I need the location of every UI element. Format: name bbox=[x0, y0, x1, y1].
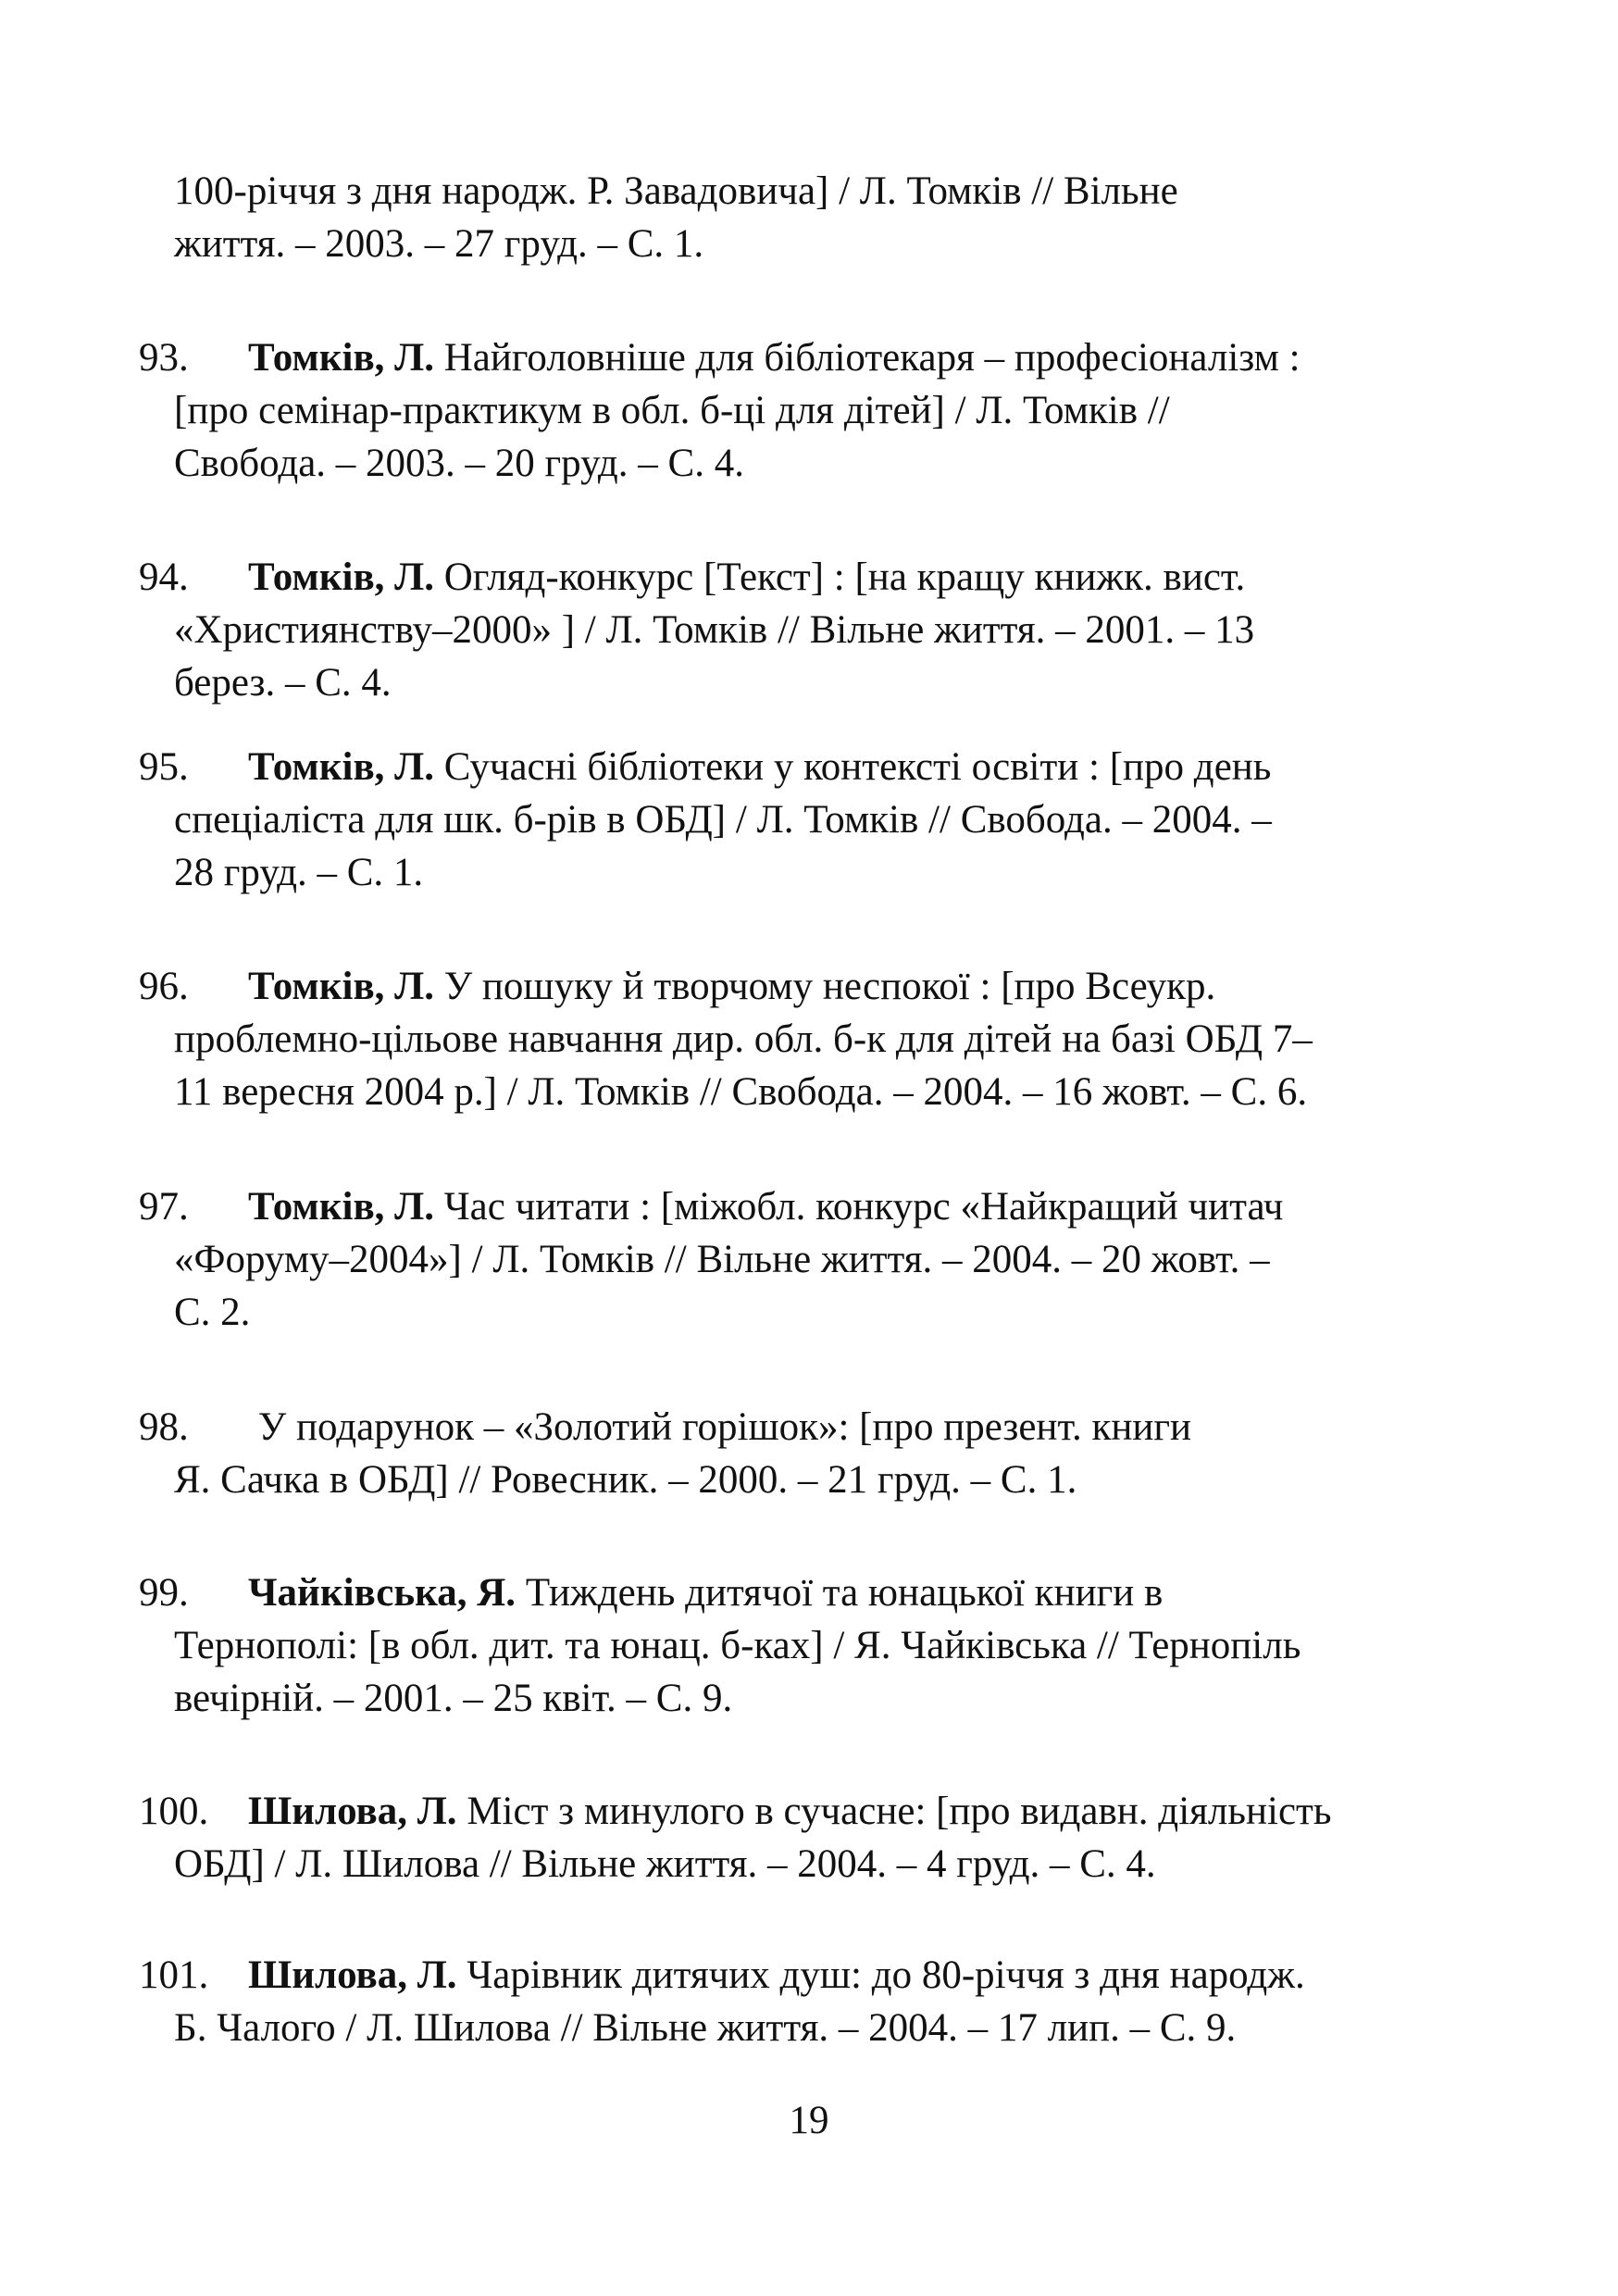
entry-author: Шилова, Л. bbox=[248, 1953, 457, 1997]
entry-author: Чайківська, Я. bbox=[248, 1571, 517, 1615]
entry-first-line bbox=[139, 960, 1518, 1013]
entry-title: Міст з минулого в сучасне: [про видавн. діяльність bbox=[456, 1790, 1332, 1833]
entry-number: 95. bbox=[139, 745, 189, 789]
entry-line: Свобода. – 2003. – 20 груд. – С. 4. bbox=[174, 442, 744, 485]
entry-author: Шилова, Л. bbox=[248, 1790, 457, 1833]
bibliography-entry-99 bbox=[139, 1566, 1518, 1725]
entry-author: Томків, Л. bbox=[248, 336, 434, 380]
bibliography-entry-96 bbox=[139, 960, 1518, 1118]
entry-first-line bbox=[139, 551, 1518, 604]
entry-number: 100. bbox=[139, 1790, 209, 1833]
entry-title: Огляд-конкурс [Текст] : [на кращу книжк. вист. bbox=[433, 555, 1246, 599]
bibliography-entry-93 bbox=[139, 331, 1518, 490]
entry-line: ОБД] / Л. Шилова // Вільне життя. – 2004. – 4 груд. – С. 4. bbox=[174, 1842, 1156, 1886]
entry-first-line bbox=[139, 741, 1518, 793]
entry-line: Тернополі: [в обл. дит. та юнац. б-ках] / Я. Чайківська // Тернопіль bbox=[174, 1624, 1301, 1667]
entry-line: 28 груд. – С. 1. bbox=[174, 851, 424, 894]
entry-title: У пошуку й творчому неспокої : [про Всеукр. bbox=[433, 965, 1216, 1008]
entry-first-line bbox=[139, 1566, 1518, 1619]
entry-author: Томків, Л. bbox=[248, 1185, 434, 1229]
bibliography-entry-98 bbox=[139, 1401, 1518, 1506]
page-number: 19 bbox=[789, 2099, 829, 2142]
entry-title: Сучасні бібліотеки у контексті освіти : [про день bbox=[433, 745, 1272, 789]
entry-line: спеціаліста для шк. б-рів в ОБД] / Л. Томків // Свобода. – 2004. – bbox=[174, 798, 1272, 842]
entry-first-line bbox=[139, 1949, 1518, 2002]
entry-author: Томків, Л. bbox=[248, 745, 434, 789]
entry-number: 96. bbox=[139, 965, 189, 1008]
entry-author: Томків, Л. bbox=[248, 965, 434, 1008]
entry-line: життя. – 2003. – 27 груд. – С. 1. bbox=[174, 222, 704, 266]
entry-number: 101. bbox=[139, 1953, 209, 1997]
entry-author: Томків, Л. bbox=[248, 555, 434, 599]
bibliography-entry-101 bbox=[139, 1949, 1518, 2054]
entry-first-line bbox=[139, 1785, 1518, 1838]
entry-title: Тиждень дитячої та юнацької книги в bbox=[516, 1571, 1164, 1615]
bibliography-entry-100 bbox=[139, 1785, 1518, 1890]
entry-line: Я. Сачка в ОБД] // Ровесник. – 2000. – 21 груд. – С. 1. bbox=[174, 1458, 1077, 1502]
entry-number: 99. bbox=[139, 1571, 189, 1615]
entry-line: С. 2. bbox=[174, 1291, 251, 1334]
entry-number: 93. bbox=[139, 336, 189, 380]
entry-first-line bbox=[139, 1180, 1518, 1233]
entry-title: Найголовніше для бібліотекаря – професіоналізм : bbox=[433, 336, 1301, 380]
entry-line: «Християнству–2000» ] / Л. Томків // Вільне життя. – 2001. – 13 bbox=[174, 608, 1255, 652]
entry-number: 98. bbox=[139, 1405, 189, 1449]
entry-line: проблемно-цільове навчання дир. обл. б-к для дітей на базі ОБД 7– bbox=[174, 1017, 1313, 1061]
bibliography-entry-97 bbox=[139, 1180, 1518, 1339]
bibliography-entry-95 bbox=[139, 741, 1518, 899]
entry-number: 94. bbox=[139, 555, 189, 599]
entry-title: Час читати : [міжобл. конкурс «Найкращий читач bbox=[433, 1185, 1284, 1229]
entry-first-line bbox=[139, 331, 1518, 384]
entry-line: вечірній. – 2001. – 25 квіт. – С. 9. bbox=[174, 1677, 733, 1720]
entry-line: «Форуму–2004»] / Л. Томків // Вільне життя. – 2004. – 20 жовт. – bbox=[174, 1238, 1270, 1281]
entry-line: [про семінар-практикум в обл. б-ці для дітей] / Л. Томків // bbox=[174, 389, 1170, 432]
entry-line: 100-річчя з дня народж. Р. Завадовича] / Л. Томків // Вільне bbox=[174, 169, 1178, 213]
entry-first-line bbox=[139, 1401, 1518, 1454]
entry-number: 97. bbox=[139, 1185, 189, 1229]
entry-line: берез. – С. 4. bbox=[174, 661, 392, 705]
entry-title: Чарівник дитячих душ: до 80-річчя з дня народж. bbox=[456, 1953, 1305, 1997]
entry-title: У подарунок – «Золотий горішок»: [про презент. книги bbox=[248, 1405, 1192, 1449]
entry-line: Б. Чалого / Л. Шилова // Вільне життя. – 2004. – 17 лип. – С. 9. bbox=[174, 2006, 1237, 2050]
bibliography-entry-continuation bbox=[139, 165, 1518, 270]
bibliography-entry-94 bbox=[139, 551, 1518, 709]
entry-line: 11 вересня 2004 р.] / Л. Томків // Свобода. – 2004. – 16 жовт. – С. 6. bbox=[174, 1070, 1308, 1114]
